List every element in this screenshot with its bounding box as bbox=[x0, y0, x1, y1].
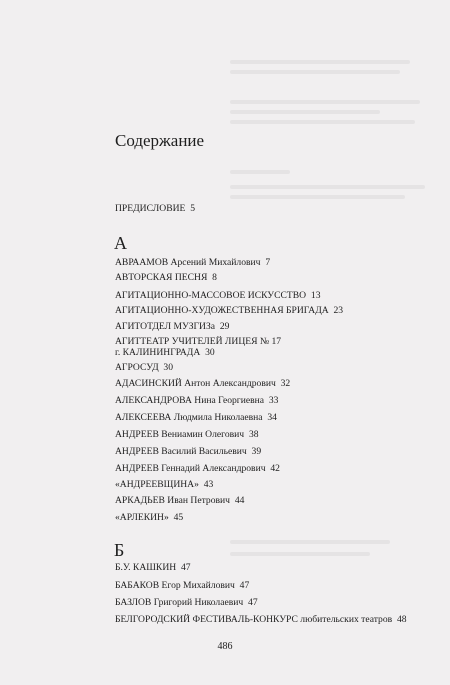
toc-entry-preface bbox=[115, 203, 195, 214]
toc-entry: АРКАДЬЕВ Иван Петрович 44 bbox=[115, 495, 245, 506]
toc-entry: АГИТТЕАТР УЧИТЕЛЕЙ ЛИЦЕЯ № 17 г. КАЛИНИНГРАДА 30 bbox=[115, 336, 282, 358]
page-title: Содержание bbox=[115, 131, 205, 150]
toc-entry: АВРААМОВ Арсений Михайлович 7 bbox=[115, 257, 271, 268]
toc-entry: БАБАКОВ Егор Михайлович 47 bbox=[115, 580, 250, 591]
toc-entry: АЛЕКСЕЕВА Людмила Николаевна 34 bbox=[115, 412, 277, 423]
toc-entry: АЛЕКСАНДРОВА Нина Георгиевна 33 bbox=[115, 395, 279, 406]
toc-entry: АВТОРСКАЯ ПЕСНЯ 8 bbox=[115, 272, 217, 283]
toc-entry: Б.У. КАШКИН 47 bbox=[115, 562, 191, 573]
entry-label: ПРЕДИСЛОВИЕ bbox=[115, 203, 186, 214]
section-letter: А bbox=[114, 233, 127, 253]
toc-entry: «АРЛЕКИН» 45 bbox=[115, 512, 184, 523]
toc-entry: АДАСИНСКИЙ Антон Александрович 32 bbox=[115, 378, 291, 389]
toc-entry: «АНДРЕЕВЩИНА» 43 bbox=[115, 479, 214, 490]
toc-entry: БАЗЛОВ Григорий Николаевич 47 bbox=[115, 597, 258, 608]
toc-entry: АГИТАЦИОННО-МАССОВОЕ ИСКУССТВО 13 bbox=[115, 290, 321, 301]
toc-entry: АГИТОТДЕЛ МУЗГИЗа 29 bbox=[115, 321, 230, 332]
toc-entry: БЕЛГОРОДСКИЙ ФЕСТИВАЛЬ-КОНКУРС любительских театров 48 bbox=[115, 614, 407, 625]
toc-entry: АГРОСУД 30 bbox=[115, 362, 174, 373]
entry-page: 5 bbox=[190, 203, 195, 214]
page-number: 486 bbox=[217, 641, 233, 652]
toc-entry: АНДРЕЕВ Геннадий Александрович 42 bbox=[115, 463, 280, 474]
toc-entry: АНДРЕЕВ Василий Васильевич 39 bbox=[115, 446, 262, 457]
section-letter: Б bbox=[114, 540, 125, 560]
toc-entry: АГИТАЦИОННО-ХУДОЖЕСТВЕННАЯ БРИГАДА 23 bbox=[115, 305, 344, 316]
show-through-text bbox=[230, 60, 430, 580]
toc-entry: АНДРЕЕВ Вениамин Олегович 38 bbox=[115, 429, 259, 440]
